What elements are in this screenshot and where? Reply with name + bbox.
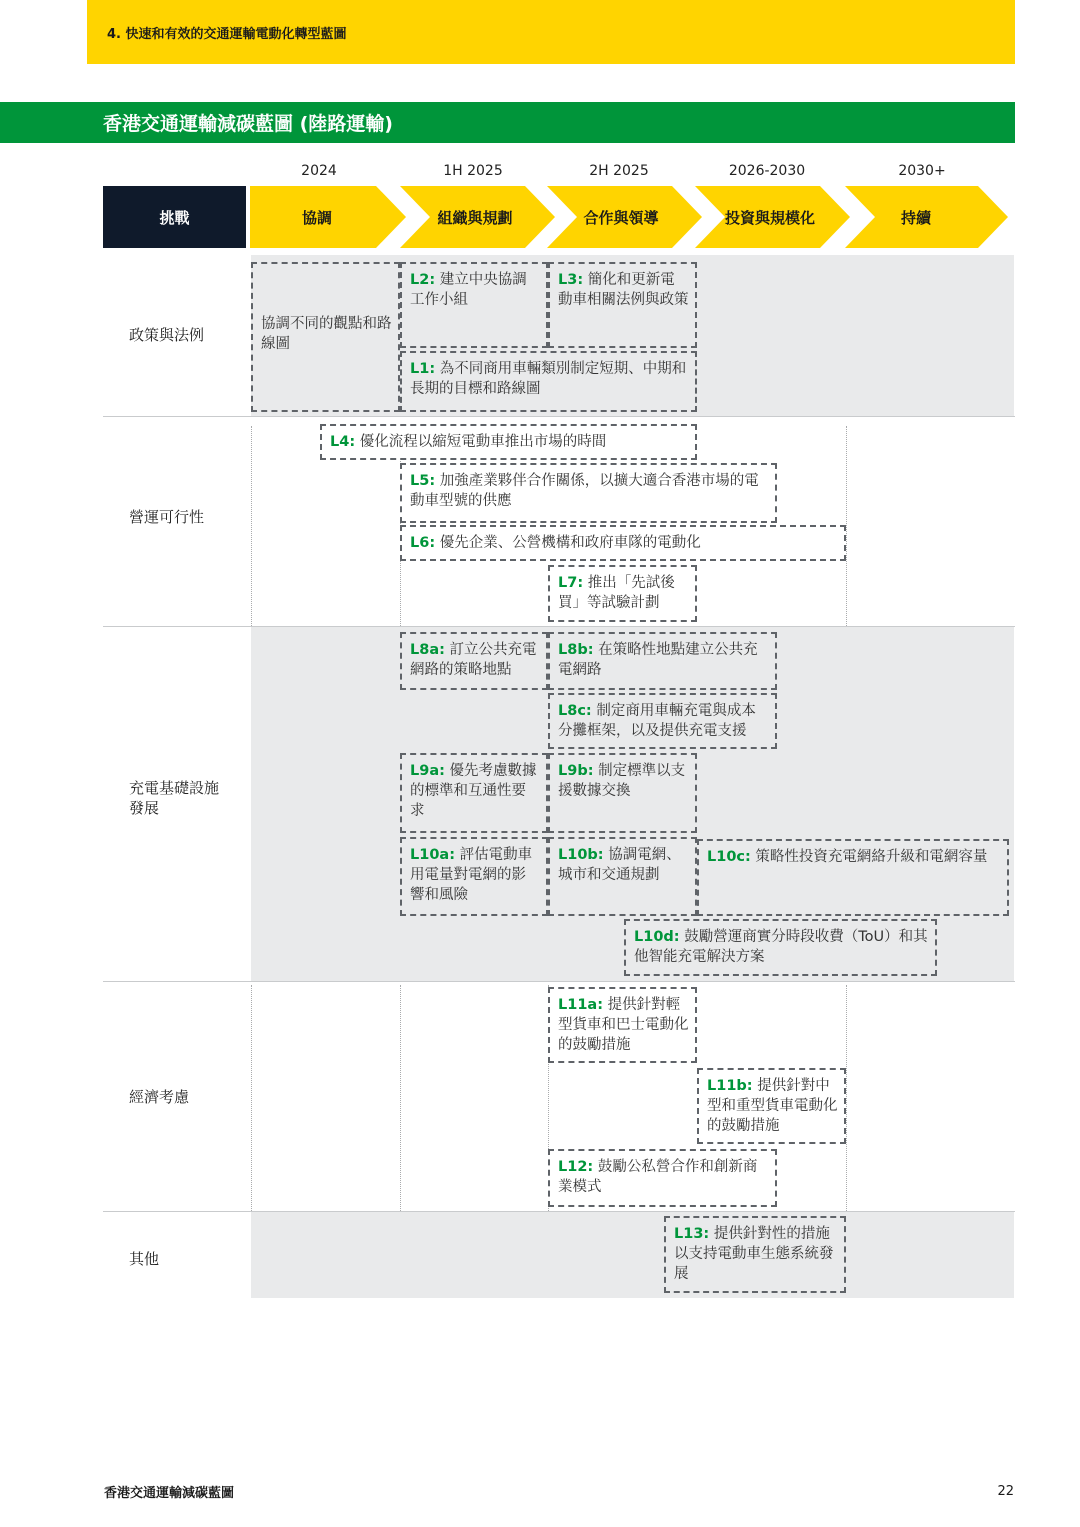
action-text: 簡化和更新電動車相關法例與政策	[558, 272, 689, 308]
action-code: L1:	[410, 361, 436, 377]
year-label: 2026-2030	[728, 163, 806, 179]
action-code: L8a:	[410, 642, 445, 658]
action-text: 推出「先試後買」等試驗計劃	[558, 575, 675, 611]
action-box-L10a	[400, 837, 548, 916]
challenge-header: 挑戰	[103, 186, 246, 248]
action-box-L11b	[697, 1068, 846, 1144]
timeline-gridline	[251, 985, 252, 1211]
action-text: 協調電網、城市和交通規劃	[558, 847, 681, 883]
action-code: L9a:	[410, 763, 445, 779]
action-code: L3:	[558, 272, 584, 288]
coordination-box	[251, 262, 400, 412]
action-text: 評估電動車用電量對電網的影響和風險	[410, 847, 533, 903]
page-title: 香港交通運輸減碳藍圖 (陸路運輸)	[103, 113, 393, 135]
action-text: 優先企業、公營機構和政府車隊的電動化	[435, 535, 701, 551]
action-box-L8a	[400, 632, 548, 690]
timeline-gridline	[251, 426, 252, 626]
action-text: 策略性投資充電網絡升級和電網容量	[750, 849, 988, 865]
action-box-L2	[400, 262, 548, 348]
action-box-L9b	[548, 753, 697, 833]
row-label-charging: 充電基礎設施發展	[129, 779, 220, 817]
action-text: 鼓勵公私營合作和創新商業模式	[558, 1159, 758, 1195]
item-text: 協調不同的觀點和路線圖	[261, 316, 392, 352]
action-box-L10b	[548, 837, 697, 916]
action-text: 加強產業夥伴合作關係，以擴大適合香港市場的電動車型號的供應	[410, 473, 759, 509]
row-label-others: 其他	[129, 1250, 160, 1268]
action-text: 鼓勵營運商實分時段收費（ToU）和其他智能充電解決方案	[634, 929, 928, 965]
action-box-L8b	[548, 632, 777, 690]
action-text: 為不同商用車輛類別制定短期、中期和長期的目標和路線圖	[410, 361, 687, 397]
action-code: L10c:	[707, 849, 751, 865]
action-text: 制定商用車輛充電與成本分攤框架，以及提供充電支援	[558, 703, 756, 739]
phase-label: 協調	[301, 208, 332, 227]
action-box-L11a	[548, 987, 697, 1063]
action-code: L5:	[410, 473, 436, 489]
footer-title: 香港交通運輸減碳藍圖	[104, 1486, 235, 1501]
row-divider	[103, 981, 1015, 982]
timeline-gridline	[846, 426, 847, 626]
row-label-economic: 經濟考慮	[129, 1088, 190, 1106]
action-box-L10c	[697, 839, 1009, 916]
phase-label: 組織與規劃	[437, 208, 513, 227]
row-divider	[103, 626, 1015, 627]
phase-label: 合作與領導	[583, 208, 659, 227]
phase-label: 投資與規模化	[724, 208, 815, 227]
action-code: L10b:	[558, 847, 604, 863]
page-number: 22	[997, 1484, 1014, 1499]
action-text: 提供針對性的措施以支持電動車生態系統發展	[674, 1226, 834, 1282]
action-code: L10a:	[410, 847, 456, 863]
action-code: L6:	[410, 535, 436, 551]
action-code: L2:	[410, 272, 436, 288]
row-divider	[103, 1211, 1015, 1212]
action-code: L11a:	[558, 997, 604, 1013]
action-text: 提供針對輕型貨車和巴士電動化的鼓勵措施	[558, 997, 689, 1053]
action-box-L13	[664, 1216, 846, 1293]
timeline-gridline	[846, 985, 847, 1211]
row-divider	[103, 416, 1015, 417]
action-code: L13:	[674, 1226, 710, 1242]
section-heading: 4. 快速和有效的交通運輸電動化轉型藍圖	[107, 27, 347, 42]
year-label: 2H 2025	[589, 163, 649, 179]
action-text: 建立中央協調工作小組	[410, 272, 527, 308]
year-label: 1H 2025	[443, 163, 503, 179]
year-label: 2030+	[898, 163, 946, 179]
timeline-gridline	[400, 985, 401, 1211]
action-text: 優先考慮數據的標準和互通性要求	[410, 763, 537, 819]
action-box-L3	[548, 262, 697, 348]
action-box-L12	[548, 1149, 777, 1207]
action-box-L4	[320, 424, 697, 460]
action-box-L1	[400, 351, 697, 412]
action-box-L10d	[624, 919, 937, 976]
year-label: 2024	[301, 163, 337, 179]
action-text: 提供針對中型和重型貨車電動化的鼓勵措施	[707, 1078, 838, 1134]
action-box-L7	[548, 565, 697, 622]
action-box-L6	[400, 525, 846, 561]
row-label-policy: 政策與法例	[129, 326, 205, 344]
action-code: L7:	[558, 575, 584, 591]
action-code: L9b:	[558, 763, 594, 779]
action-code: L10d:	[634, 929, 680, 945]
action-text: 在策略性地點建立公共充電網路	[558, 642, 758, 678]
action-text: 制定標準以支援數據交換	[558, 763, 686, 799]
phase-label: 持續	[900, 208, 931, 227]
action-box-L9a	[400, 753, 548, 833]
row-band-others	[251, 1212, 1014, 1298]
action-box-L8c	[548, 693, 777, 749]
action-code: L12:	[558, 1159, 594, 1175]
action-box-L5	[400, 463, 777, 523]
action-code: L4:	[330, 434, 356, 450]
action-text: 訂立公共充電網路的策略地點	[410, 642, 537, 678]
action-code: L8b:	[558, 642, 594, 658]
action-text: 優化流程以縮短電動車推出市場的時間	[355, 434, 607, 450]
action-code: L8c:	[558, 703, 592, 719]
row-label-operations: 營運可行性	[129, 508, 205, 526]
action-code: L11b:	[707, 1078, 753, 1094]
